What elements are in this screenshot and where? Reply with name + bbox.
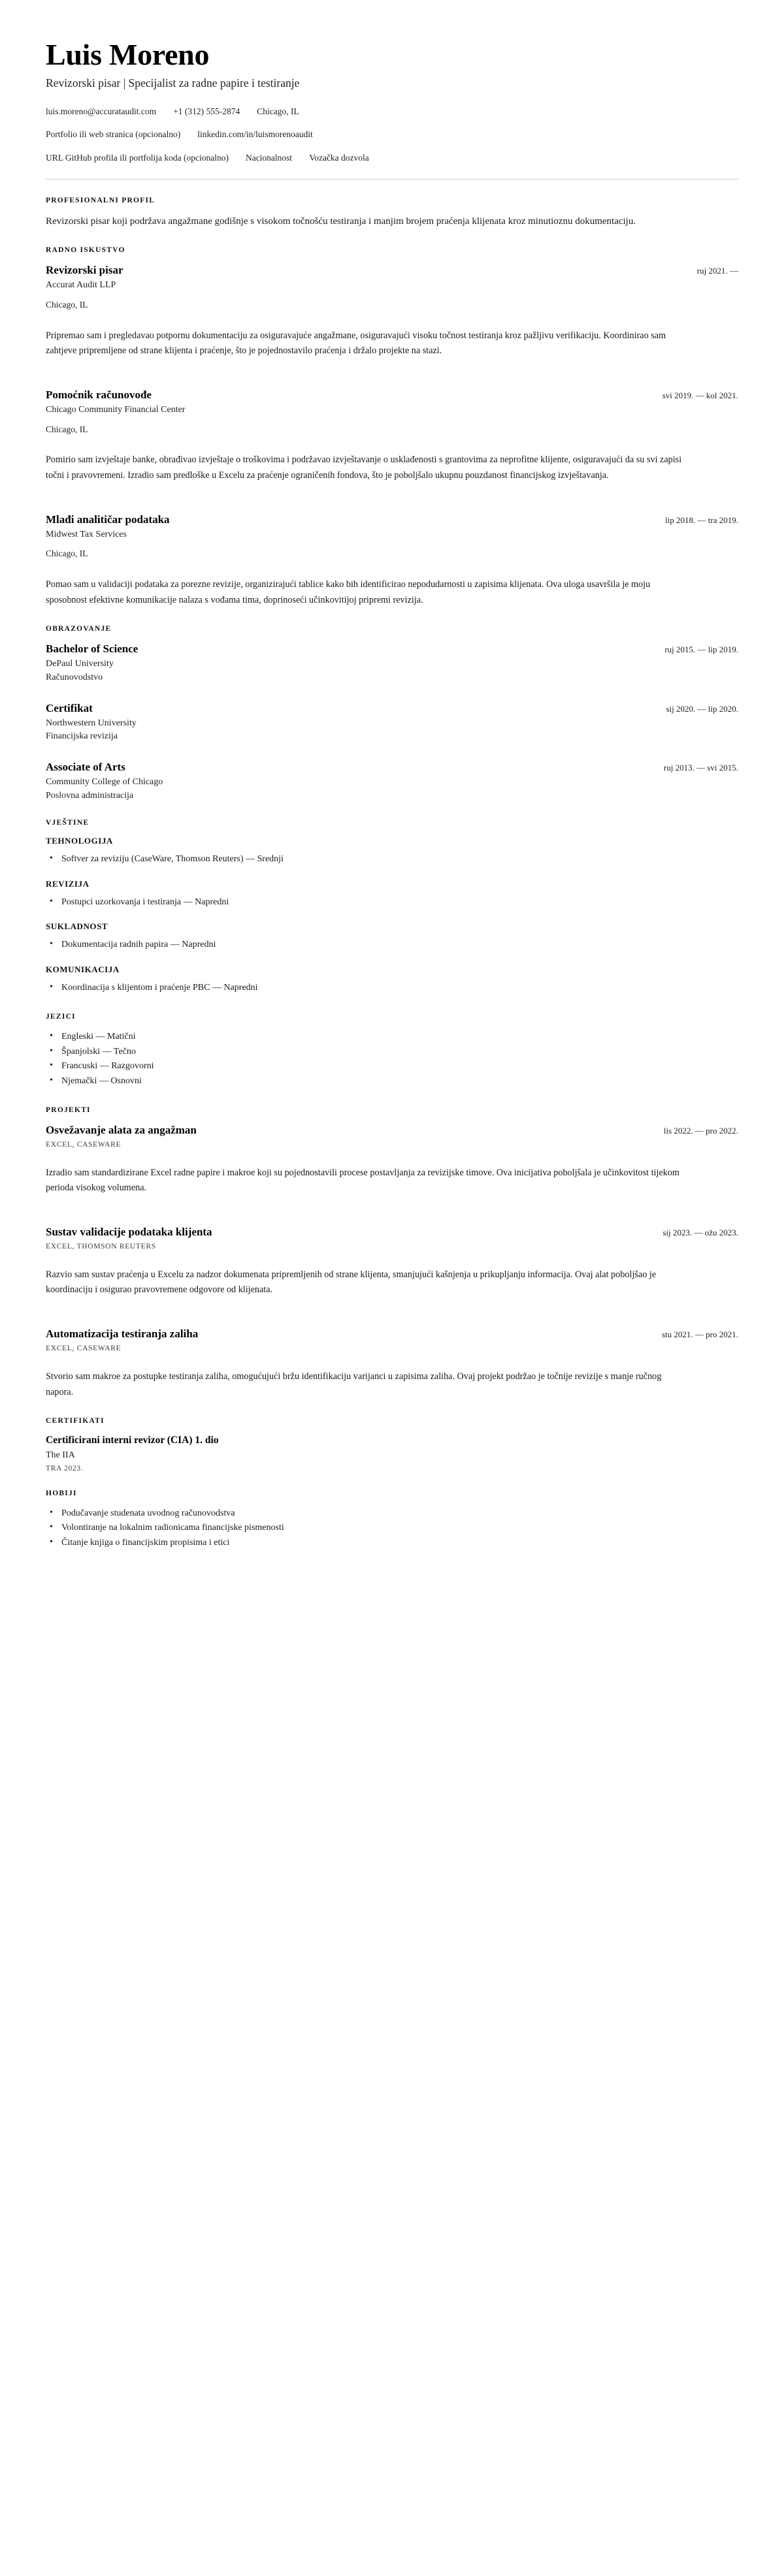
skill-group-title: KOMUNIKACIJA <box>46 964 120 975</box>
candidate-headline: Revizorski pisar | Specijalist za radne papire i testiranje <box>46 76 300 89</box>
skill-list <box>46 852 738 867</box>
contact-phone[interactable]: +1 (312) 555-2874 <box>173 106 240 117</box>
skill-group-technology <box>46 836 738 867</box>
language-item: • Španjolski — Tečno <box>46 1045 738 1060</box>
education-entry <box>46 760 738 802</box>
education-degree: Certifikat <box>46 701 93 714</box>
skill-group-audit <box>46 879 738 910</box>
experience-entry-head <box>46 513 738 527</box>
contact-nationality: Nacionalnost <box>245 152 293 163</box>
contact-row-primary <box>46 105 738 118</box>
spacer <box>46 366 738 388</box>
education-degree: Associate of Arts <box>46 760 125 773</box>
project-description: Izradio sam standardizirane Excel radne papire i makroe koji su pojednostavili procese postavljanja za revizijske timove. Ova inicijativa poboljšala je učinkovitost tijekom perioda visokog volumena. <box>46 1167 679 1194</box>
section-professional-profile <box>46 197 738 229</box>
experience-entry-head <box>46 263 738 278</box>
skill-group-title: SUKLADNOST <box>46 921 108 932</box>
experience-entry <box>46 513 738 609</box>
hobby-item: • Podučavanje studenata uvodnog računovodstva <box>46 1506 738 1521</box>
job-location: Chicago, IL <box>46 424 88 434</box>
education-entry <box>46 642 738 684</box>
project-entry <box>46 1123 738 1196</box>
education-date-range: sij 2020. — lip 2020. <box>666 703 738 714</box>
project-title: Osvežavanje alata za angažman <box>46 1123 197 1136</box>
certificate-entry <box>46 1434 738 1472</box>
candidate-name: Luis Moreno <box>46 38 210 71</box>
experience-entry-head <box>46 388 738 402</box>
job-date-range: lip 2018. — tra 2019. <box>665 515 738 525</box>
profile-summary-text: Revizorski pisar koji podržava angažmane godišnje s visokom točnošću testiranja i manjim brojem praćenja klijenata kroz minutioznu dokumentaciju. <box>46 215 636 227</box>
skill-group-compliance <box>46 921 738 953</box>
project-description: Stvorio sam makroe za postupke testiranja zaliha, omogućujući bržu identifikaciju varijanci u zapisima zaliha. Ovaj projekt podržao je točnije revizije s manje ručnog napora. <box>46 1371 662 1397</box>
job-description: Pomirio sam izvještaje banke, obrađivao izvještaje o troškovima i podržavao izvještavanje o usklađenosti s grantovima za neprofitne klijente, osiguravajući da su svi zapisi točni i pravovremeni. Izradio sam predloške u Excelu za praćenje ograničenih fondova, što je poboljšalo ukupnu pouzdanost financijskog izvještavanja. <box>46 454 682 481</box>
section-title-hobbies: HOBIJI <box>46 1489 77 1497</box>
project-entry-head <box>46 1327 738 1341</box>
spacer <box>46 1305 738 1327</box>
skill-item: • Koordinacija s klijentom i praćenje PBC — Napredni <box>46 981 738 996</box>
job-date-range: svi 2019. — kol 2021. <box>662 390 738 400</box>
contact-row-web <box>46 128 738 141</box>
contact-github[interactable]: URL GitHub profila ili portfolija koda (opcionalno) <box>46 152 229 163</box>
skill-group-title: REVIZIJA <box>46 878 90 889</box>
job-organization: Midwest Tax Services <box>46 529 127 539</box>
contact-portfolio[interactable]: Portfolio ili web stranica (opcionalno) <box>46 129 181 140</box>
education-entry-head <box>46 701 738 716</box>
education-institution: Northwestern University <box>46 718 137 728</box>
section-title-languages: JEZICI <box>46 1012 76 1021</box>
project-title: Automatizacija testiranja zaliha <box>46 1327 199 1340</box>
job-date-range: ruj 2021. — <box>696 266 738 276</box>
education-field: Računovodstvo <box>46 672 103 682</box>
skill-list <box>46 895 738 910</box>
hobby-item: • Čitanje knjiga o financijskim propisima i etici <box>46 1536 738 1551</box>
project-date-range: stu 2021. — pro 2021. <box>662 1329 738 1339</box>
hobby-item: • Volontiranje na lokalnim radionicama financijske pismenosti <box>46 1521 738 1536</box>
certificate-title: Certificirani interni revizor (CIA) 1. dio <box>46 1435 219 1446</box>
skill-list <box>46 981 738 996</box>
education-field: Poslovna administracija <box>46 790 134 801</box>
certificate-date: TRA 2023. <box>46 1464 84 1472</box>
contact-driving-license: Vozačka dozvola <box>309 152 369 163</box>
section-projects <box>46 1106 738 1401</box>
spacer <box>46 1203 738 1225</box>
section-hobbies <box>46 1489 738 1551</box>
skill-item: • Softver za reviziju (CaseWare, Thomson Reuters) — Srednji <box>46 852 738 867</box>
project-tags: EXCEL, THOMSON REUTERS <box>46 1242 156 1250</box>
language-list <box>46 1030 738 1089</box>
section-title-skills: VJEŠTINE <box>46 819 90 827</box>
section-title-certificates: CERTIFIKATI <box>46 1417 105 1425</box>
education-date-range: ruj 2015. — lip 2019. <box>664 644 738 655</box>
section-title-experience: RADNO ISKUSTVO <box>46 246 125 255</box>
experience-entry <box>46 388 738 484</box>
contact-location: Chicago, IL <box>257 106 299 117</box>
job-title: Revizorski pisar <box>46 264 123 277</box>
certificate-issuer: The IIA <box>46 1450 75 1461</box>
section-certificates <box>46 1417 738 1472</box>
education-entry <box>46 701 738 743</box>
skill-list <box>46 938 738 953</box>
project-date-range: lis 2022. — pro 2022. <box>663 1125 738 1136</box>
education-field: Financijska revizija <box>46 731 118 742</box>
job-location: Chicago, IL <box>46 549 88 559</box>
section-title-education: OBRAZOVANJE <box>46 625 112 633</box>
hobby-list <box>46 1506 738 1551</box>
section-work-experience <box>46 246 738 608</box>
project-tags: EXCEL, CASEWARE <box>46 1344 122 1353</box>
education-institution: Community College of Chicago <box>46 776 163 787</box>
section-education <box>46 625 738 802</box>
section-title-projects: PROJEKTI <box>46 1105 91 1114</box>
education-entry-head <box>46 760 738 774</box>
contact-linkedin[interactable]: linkedin.com/in/luismorenoaudit <box>197 129 313 140</box>
project-entry-head <box>46 1225 738 1239</box>
job-title: Mlađi analitičar podataka <box>46 513 170 526</box>
education-date-range: ruj 2013. — svi 2015. <box>663 762 738 772</box>
education-degree: Bachelor of Science <box>46 643 139 656</box>
project-description: Razvio sam sustav praćenja u Excelu za nadzor dokumenata pripremljenih od strane klijenta, smanjujući kašnjenja u prikupljanju informacija. Ovaj alat poboljšao je koordinaciju i osigurao pravovremene odgovore od klijenata. <box>46 1269 657 1296</box>
skill-group-title: TEHNOLOGIJA <box>46 836 113 846</box>
job-title: Pomoćnik računovođe <box>46 388 152 401</box>
project-date-range: sij 2023. — ožu 2023. <box>662 1227 738 1237</box>
job-location: Chicago, IL <box>46 299 88 310</box>
header-divider <box>46 179 738 180</box>
job-description: Pomao sam u validaciji podataka za porezne revizije, organizirajući tablice kako bih identificirao nepodudarnosti u zapisima klijenata. Ova uloga usavršila je moju sposobnost efektivne komunikacije nalaza s vođama tima, doprinoseći učinkovitijoj pripremi revizija. <box>46 579 651 605</box>
education-entry-head <box>46 642 738 656</box>
project-entry <box>46 1327 738 1400</box>
job-organization: Accurat Audit LLP <box>46 280 116 291</box>
section-languages <box>46 1013 738 1089</box>
contact-email[interactable]: luis.moreno@accurataudit.com <box>46 106 157 117</box>
project-entry <box>46 1225 738 1298</box>
language-item: • Njemački — Osnovni <box>46 1074 738 1089</box>
skill-group-communication <box>46 964 738 996</box>
section-skills <box>46 819 738 996</box>
job-organization: Chicago Community Financial Center <box>46 404 186 415</box>
skill-item: • Postupci uzorkovanja i testiranja — Napredni <box>46 895 738 910</box>
experience-entry <box>46 263 738 359</box>
project-title: Sustav validacije podataka klijenta <box>46 1225 212 1238</box>
resume-header <box>46 38 738 180</box>
project-tags: EXCEL, CASEWARE <box>46 1140 122 1149</box>
education-institution: DePaul University <box>46 659 114 669</box>
section-title-profile: PROFESIONALNI PROFIL <box>46 196 155 204</box>
language-item: • Engleski — Matični <box>46 1030 738 1045</box>
job-description: Pripremao sam i pregledavao potpornu dokumentaciju za osiguravajuće angažmane, osiguravajući visoku točnost testiranja kroz pažljivu verifikaciju. Koordinirao sam zahtjeve pripremljene od strane klijenta i praćenje, što je pojednostavilo praćenja i držalo projekte na stazi. <box>46 330 666 357</box>
project-entry-head <box>46 1123 738 1137</box>
skill-item: • Dokumentacija radnih papira — Napredni <box>46 938 738 953</box>
language-item: • Francuski — Razgovorni <box>46 1059 738 1074</box>
spacer <box>46 490 738 513</box>
contact-row-extra <box>46 151 738 165</box>
